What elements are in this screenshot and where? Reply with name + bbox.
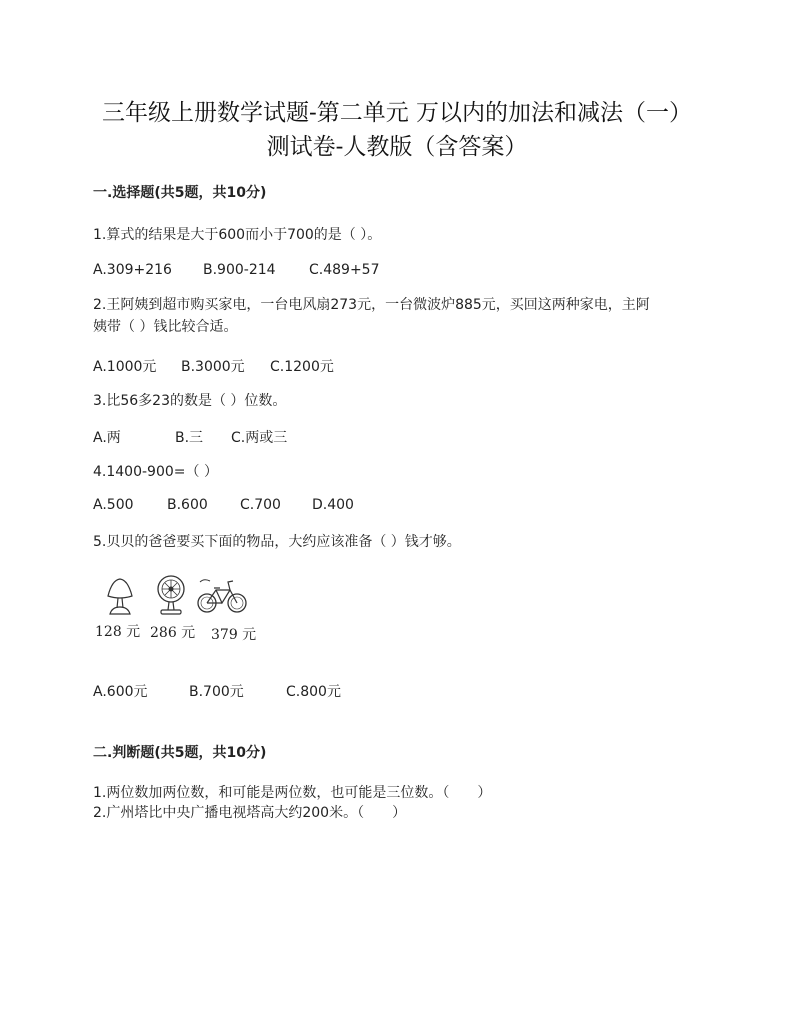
question-4-options [93,497,693,517]
document-title-line2: 测试卷-人教版（含答案） [266,134,528,160]
option-b: B.3000元 [181,359,245,375]
judge-question-1: 1.两位数加两位数，和可能是两位数，也可能是三位数。（ ） [93,785,492,801]
option-c: C.1200元 [270,359,334,375]
option-c: C.489+57 [309,262,380,278]
option-a: A.600元 [93,684,148,700]
option-a: A.1000元 [93,359,157,375]
option-c: C.两或三 [231,430,288,446]
section2-heading: 二.判断题(共5题，共10分) [93,745,267,761]
option-b: B.700元 [189,684,244,700]
question-2-line2: 姨带（ ）钱比较合适。 [93,319,238,335]
document-title-line1: 三年级上册数学试题-第二单元 万以内的加法和减法（一） [101,100,693,126]
question-2-options [93,356,693,376]
section1-heading: 一.选择题(共5题，共10分) [93,185,267,201]
question-1: 1.算式的结果是大于600而小于700的是（ ）。 [93,227,382,243]
question-5-options [93,681,693,701]
fan-icon [153,573,189,617]
question-2 [93,294,713,338]
price-lamp: 128 元 [95,624,141,640]
question-5: 5.贝贝的爸爸要买下面的物品，大约应该准备（ ）钱才够。 [93,534,461,550]
option-c: C.700 [240,497,281,513]
question-3-options [93,427,693,447]
bicycle-icon [196,576,248,616]
question-2-line1: 2.王阿姨到超市购买家电，一台电风扇273元，一台微波炉885元，买回这两种家电，主阿 [93,297,650,313]
question-1-options [93,262,693,282]
question-3: 3.比56多23的数是（ ）位数。 [93,393,287,409]
price-bicycle: 379 元 [211,627,257,643]
judge-question-2: 2.广州塔比中央广播电视塔高大约200米。（ ） [93,805,407,821]
option-b: B.900-214 [203,262,276,278]
option-a: A.500 [93,497,134,513]
option-d: D.400 [312,497,354,513]
option-c: C.800元 [286,684,341,700]
question-4: 4.1400-900=（ ） [93,464,218,480]
lamp-icon [100,576,140,618]
option-a: A.两 [93,430,121,446]
option-b: B.三 [175,430,204,446]
option-a: A.309+216 [93,262,172,278]
option-b: B.600 [167,497,208,513]
price-fan: 286 元 [150,625,196,641]
